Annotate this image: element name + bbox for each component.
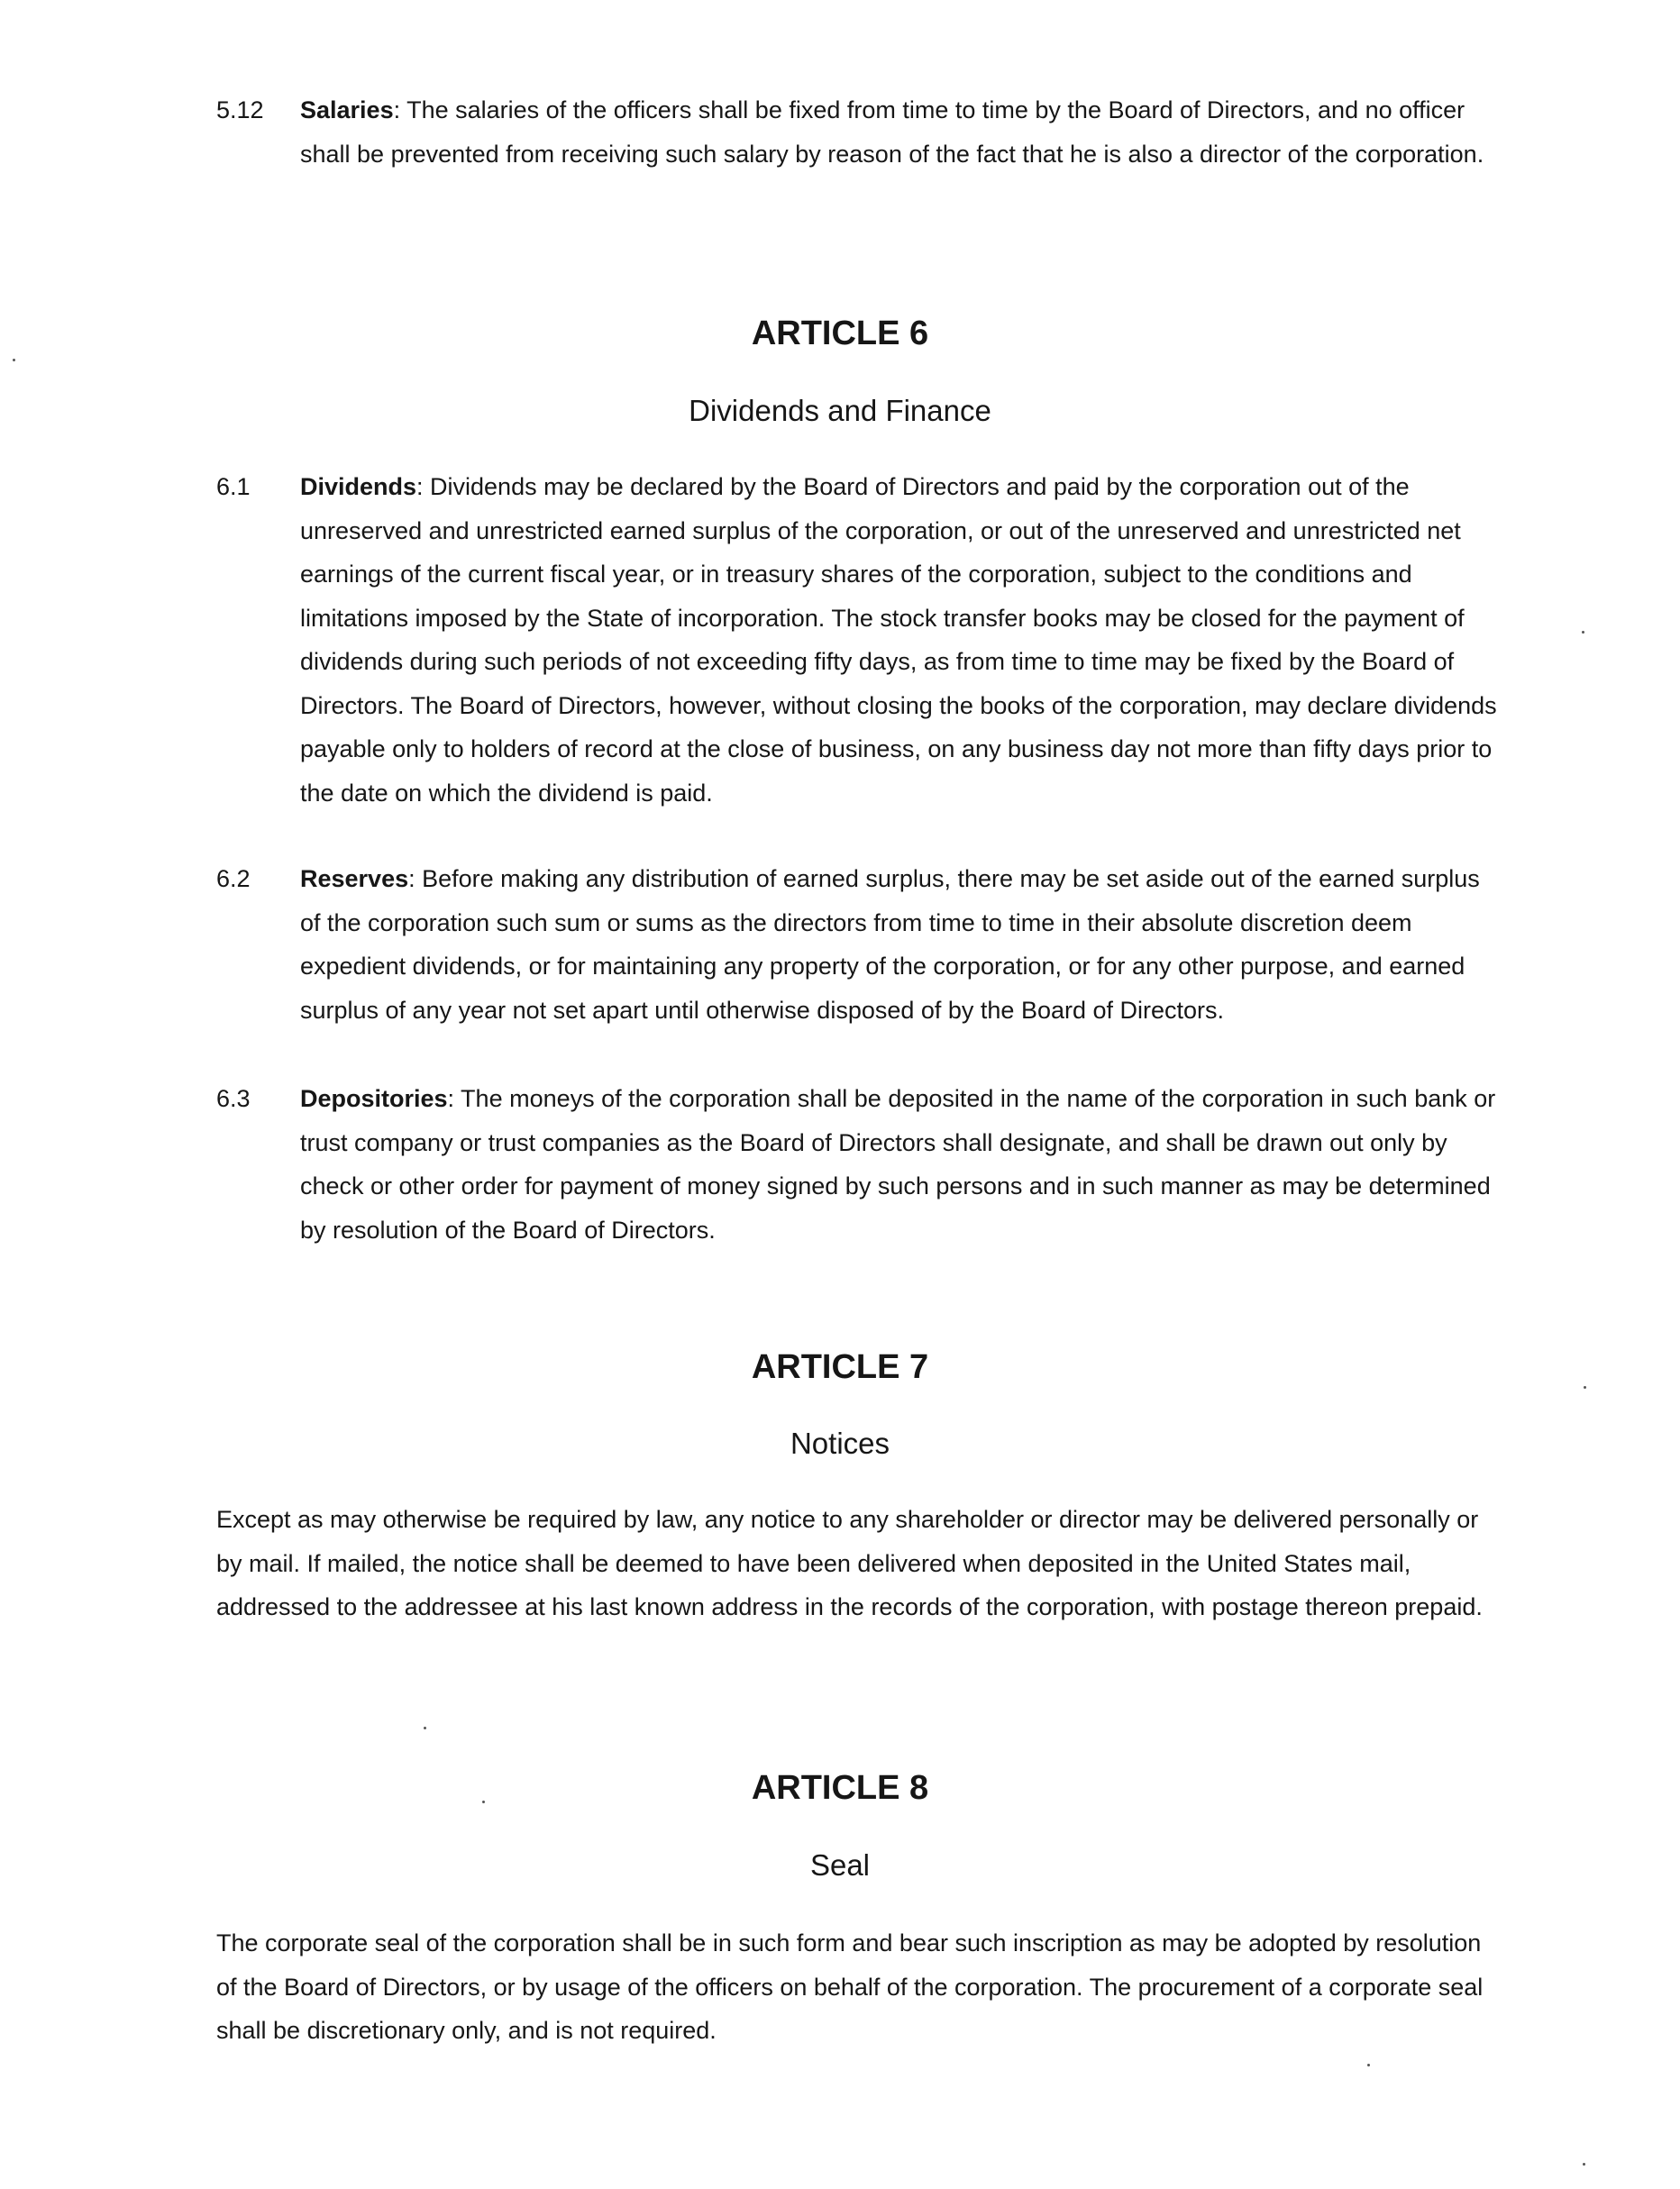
- article-7-heading: ARTICLE 7: [751, 1348, 929, 1386]
- scan-speck: [1583, 2163, 1585, 2166]
- section-heading: Salaries: [300, 96, 394, 123]
- section-number: 6.3: [216, 1085, 251, 1112]
- scan-speck: [1367, 2064, 1370, 2066]
- article-8-heading: ARTICLE 8: [751, 1769, 929, 1807]
- section-body: [300, 88, 1499, 176]
- section-body: [300, 857, 1499, 1032]
- section-number: 6.1: [216, 473, 251, 500]
- section-body: [300, 1077, 1499, 1252]
- article-6-heading: ARTICLE 6: [751, 315, 929, 352]
- scan-speck: [13, 359, 15, 361]
- section-number: 5.12: [216, 96, 264, 123]
- section-heading: Reserves: [300, 865, 409, 892]
- article-8-title: Seal: [809, 1848, 871, 1882]
- scan-speck: [424, 1727, 426, 1729]
- article-7-title: Notices: [790, 1427, 890, 1460]
- scan-speck: [482, 1801, 485, 1803]
- section-body: [300, 465, 1499, 815]
- section-text: : Before making any distribution of earned surplus, there may be set aside out of the earned surplus of the corporation such sum or sums as the directors from time to time in their absolute discretion deem expedient dividends, or for maintaining any property of the corporation, or for any other purpose, and earned surplus of any year not set apart until otherwise disposed of by the Board of Directors.: [300, 865, 1480, 1024]
- section-text: : The moneys of the corporation shall be deposited in the name of the corporation in such bank or trust company or trust companies as the Board of Directors shall designate, and shall be drawn out only by check or other order for payment of money signed by such persons and in such manner as may be determined by resolution of the Board of Directors.: [300, 1085, 1496, 1244]
- section-heading: Dividends: [300, 473, 417, 500]
- article-7-text: Except as may otherwise be required by law, any notice to any shareholder or director may be delivered personally or by mail. If mailed, the notice shall be deemed to have been delivered when deposited in the United States mail, addressed to the addressee at his last known address in the records of the corporation, with postage thereon prepaid.: [216, 1506, 1483, 1620]
- section-heading: Depositories: [300, 1085, 448, 1112]
- article-6-title: Dividends and Finance: [689, 394, 991, 427]
- scan-speck: [1582, 631, 1584, 634]
- section-text: : The salaries of the officers shall be fixed from time to time by the Board of Directors, and no officer shall be prevented from receiving such salary by reason of the fact that he is also a director of the corporation.: [300, 96, 1484, 168]
- section-number: 6.2: [216, 865, 251, 892]
- scan-speck: [1584, 1386, 1586, 1389]
- section-text: : Dividends may be declared by the Board of Directors and paid by the corporation out of the unreserved and unrestricted earned surplus of the corporation, or out of the unreserved and unrestricted net earnings of the current fiscal year, or in treasury shares of the corporation, subject to the conditions and limitations imposed by the State of incorporation. The stock transfer books may be closed for the payment of dividends during such periods of not exceeding fifty days, as from time to time may be fixed by the Board of Directors. The Board of Directors, however, without closing the books of the corporation, may declare dividends payable only to holders of record at the close of business, on any business day not more than fifty days prior to the date on which the dividend is paid.: [300, 473, 1497, 807]
- article-8-text: The corporate seal of the corporation shall be in such form and bear such inscription as may be adopted by resolution of the Board of Directors, or by usage of the officers on behalf of the corporation. The procurement of a corporate seal shall be discretionary only, and is not required.: [216, 1929, 1484, 2044]
